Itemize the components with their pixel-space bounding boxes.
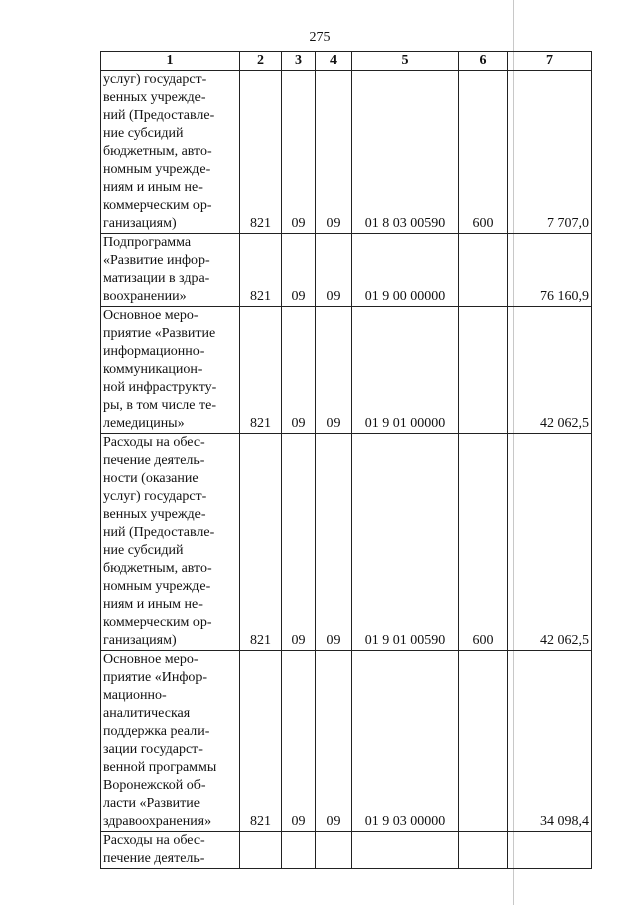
row-name: Подпрограмма «Развитие инфор- матизации в здра- воохранении» — [101, 234, 240, 307]
row-pr: 09 — [316, 434, 352, 651]
header-col-6: 6 — [459, 52, 508, 71]
row-rz: 09 — [282, 71, 316, 234]
row-csr: 01 8 03 00590 — [352, 71, 459, 234]
table-row — [101, 434, 592, 651]
row-ved: 821 — [240, 71, 282, 234]
header-col-5: 5 — [352, 52, 459, 71]
row-pr: 09 — [316, 71, 352, 234]
row-rz: 09 — [282, 234, 316, 307]
header-row — [101, 52, 592, 71]
row-csr: 01 9 01 00590 — [352, 434, 459, 651]
row-csr: 01 9 03 00000 — [352, 651, 459, 832]
row-csr: 01 9 01 00000 — [352, 307, 459, 434]
table-row — [101, 651, 592, 832]
row-name: услуг) государст- венных учрежде- ний (Предоставле- ние субсидий бюджетным, авто- номным учрежде- ниям и иным не- коммерческим ор- ганизациям) — [101, 71, 240, 234]
row-csr — [352, 832, 459, 869]
budget-table — [100, 51, 592, 869]
row-name: Расходы на обес- печение деятель- ности (оказание услуг) государст- венных учрежде- ний (Предоставле- ние субсидий бюджетным, авто- номным учрежде- ниям и иным не- коммерческим ор- ганизациям) — [101, 434, 240, 651]
page-number: 275 — [309, 30, 331, 45]
row-name: Основное меро- приятие «Инфор- мационно- аналитическая поддержка реали- зации государст- венной программы Воронежской об- ласти «Развитие здравоохранения» — [101, 651, 240, 832]
row-vr: 600 — [459, 71, 508, 234]
row-rz — [282, 832, 316, 869]
row-vr — [459, 651, 508, 832]
table-row — [101, 832, 592, 869]
row-sum: 42 062,5 — [508, 434, 592, 651]
row-vr — [459, 307, 508, 434]
row-sum — [508, 832, 592, 869]
row-pr: 09 — [316, 651, 352, 832]
table-row — [101, 234, 592, 307]
header-col-3: 3 — [282, 52, 316, 71]
row-ved: 821 — [240, 307, 282, 434]
row-sum: 34 098,4 — [508, 651, 592, 832]
row-pr: 09 — [316, 234, 352, 307]
row-name: Расходы на обес- печение деятель- — [101, 832, 240, 869]
row-rz: 09 — [282, 434, 316, 651]
table-row — [101, 71, 592, 234]
header-col-2: 2 — [240, 52, 282, 71]
row-csr: 01 9 00 00000 — [352, 234, 459, 307]
row-pr: 09 — [316, 307, 352, 434]
table-row — [101, 307, 592, 434]
header-col-4: 4 — [316, 52, 352, 71]
row-pr — [316, 832, 352, 869]
row-sum: 76 160,9 — [508, 234, 592, 307]
row-name: Основное меро- приятие «Развитие информационно- коммуникацион- ной инфраструкту- ры, в том числе те- лемедицины» — [101, 307, 240, 434]
row-rz: 09 — [282, 651, 316, 832]
row-vr — [459, 832, 508, 869]
row-vr: 600 — [459, 434, 508, 651]
row-ved — [240, 832, 282, 869]
row-ved: 821 — [240, 651, 282, 832]
header-col-7: 7 — [508, 52, 592, 71]
row-sum: 42 062,5 — [508, 307, 592, 434]
row-vr — [459, 234, 508, 307]
row-ved: 821 — [240, 234, 282, 307]
row-rz: 09 — [282, 307, 316, 434]
header-col-1: 1 — [101, 52, 240, 71]
row-sum: 7 707,0 — [508, 71, 592, 234]
row-ved: 821 — [240, 434, 282, 651]
